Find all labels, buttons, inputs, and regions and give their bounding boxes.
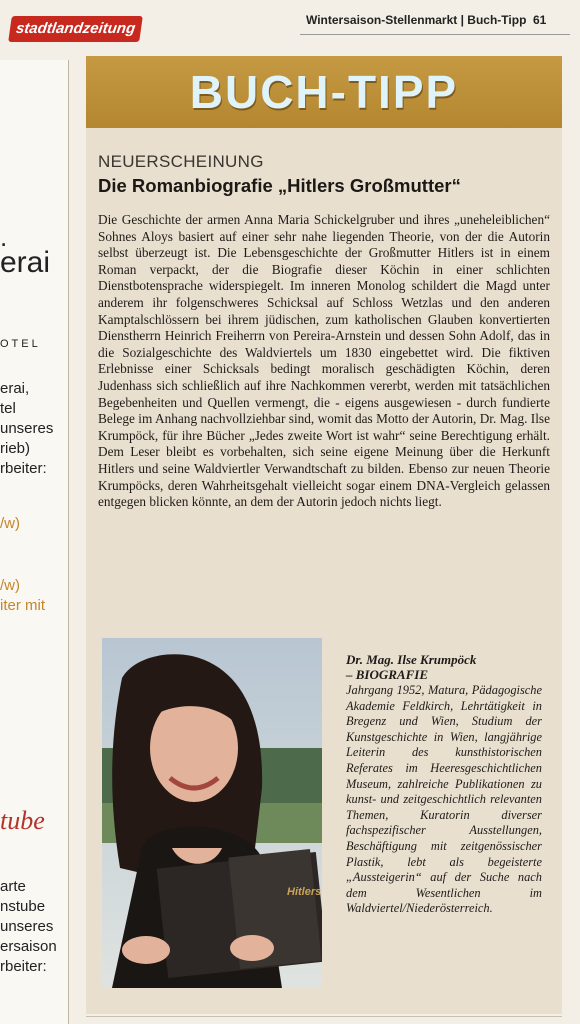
book-cover-text: Hitlers <box>287 886 322 898</box>
adjacent-column-line: nstube <box>0 898 46 915</box>
adjacent-column-line: /w) <box>0 577 20 594</box>
bio-text: Jahrgang 1952, Matura, Pädagogische Akademie Feldkirch, Lehrtätigkeit in Bregenz und Wien, Studium der Kunstgeschichte in Wien, langjährige Leiterin des kunsthistorischen Referates im Heeresgeschichtlichen Museum, zahlreiche Publikationen zu kunst- und zeitgeschichtlich relevanten Themen, Kuratorin diverser fachspezifischer Ausstellungen, Beschäftigung mit zeitgenössischer Plastik, lebt als begeisterte „Aussteigerin“ auf der Suche nach dem Wesentlichen im Waldviertel/Niederösterreich. <box>346 683 542 916</box>
author-photo <box>102 638 322 988</box>
adjacent-column <box>0 60 69 1024</box>
book-tip-article <box>86 56 562 1014</box>
adjacent-column-line: unseres <box>0 420 54 437</box>
adjacent-column-line: rbeiter: <box>0 958 47 975</box>
running-head: Wintersaison-Stellenmarkt | Buch-Tipp <box>306 13 527 27</box>
adjacent-column-line: tube <box>0 806 45 835</box>
adjacent-column-line: unseres <box>0 918 54 935</box>
article-body: Die Geschichte der armen Anna Maria Schickelgruber und ihres „uneheleiblichen“ Sohnes Aloys basiert auf einer sehr nahe liegenden Theorie, von der die Autorin selbst überzeugt ist. Die Lebensgeschichte der Großmutter Hitlers ist in einem Roman verpackt, der die Biografie dieser Köchin in einer schlichten Dienstbotensprache widerspiegelt. Im inneren Monolog schildert die Magd unter anderem ihr folgenschweres Schicksal auf Schloss Wetzlas und den anderen Kamptalschlössern bei ihrem jüdischen, zum katholischen Glauben konvertierten Dienstherrn Heinrich Freiherrn von Pereira-Arnstein und dessen Sohn Adolf, das in die Sozialgeschichte des Waldviertels um 1830 eingebettet wird. Die fiktiven Erlebnisse einer Schicksals bedingt moralisch geschädigten Köchin, deren Judenhass sich schließlich auf ihre Nachkommen vererbt, werden mit tatsächlichen Begebenheiten und Quellen vermengt, die - eigens ausgewiesen - durch fundierte Belege im Anhang nachvollziehbar sind, womit das Motto der Autorin, Dr. Mag. Ilse Krumpöck, für ihre Bücher „Jedes zweite Wort ist wahr“ seine Berechtigung erhält. Dem Leser bleibt es vorbehalten, sich seine eigene Meinung über die Herkunft Hitlers und seine Waldviertler Verwandtschaft zu bilden. Ebenso zur neuen Theorie Krumpöcks, deren Wahrheitsgehalt vielleicht sogar einem DNA-Vergleich gelassen entgegen blicken könnte, an dem der Autorin jedoch nichts liegt. <box>98 212 550 510</box>
header-rule <box>300 34 570 35</box>
bottom-rule <box>86 1016 562 1017</box>
adjacent-column-line: ersaison <box>0 938 57 955</box>
adjacent-column-line: rieb) <box>0 440 31 457</box>
adjacent-column-line: erai <box>0 246 51 279</box>
author-portrait-illustration <box>102 638 322 988</box>
page-number: 61 <box>533 13 547 27</box>
adjacent-column-line: rbeiter: <box>0 460 47 477</box>
adjacent-column-line: arte <box>0 878 26 895</box>
adjacent-column-line: iter mit <box>0 597 45 614</box>
banner-title: BUCH-TIPP <box>189 66 459 118</box>
headline: Die Romanbiografie „Hitlers Großmutter“ <box>98 175 461 196</box>
adjacent-column-line: tel <box>0 400 16 417</box>
bio-name: Dr. Mag. Ilse Krumpöck <box>346 652 477 667</box>
bio-label: – BIOGRAFIE <box>346 667 428 682</box>
page-header <box>0 0 580 44</box>
adjacent-column-line: OTEL <box>0 338 41 350</box>
adjacent-column-line: . <box>0 222 8 252</box>
adjacent-column-line: erai, <box>0 380 30 397</box>
adjacent-column-line: /w) <box>0 515 20 532</box>
section-banner <box>86 56 562 128</box>
publication-logo: stadtlandzeitung <box>8 16 143 42</box>
kicker: NEUERSCHEINUNG <box>98 152 264 171</box>
